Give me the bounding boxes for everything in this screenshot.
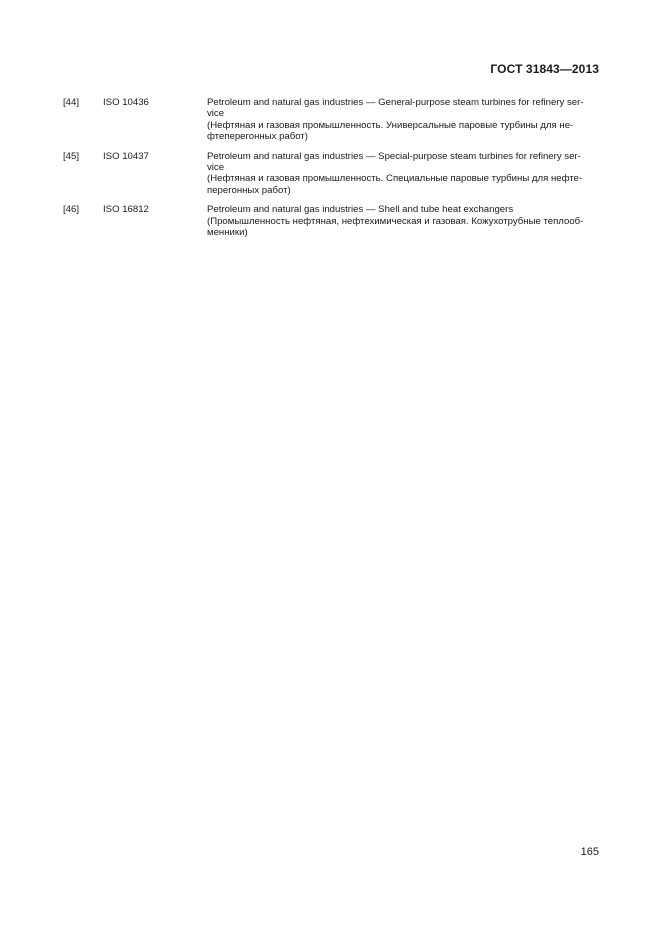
reference-item-45 bbox=[63, 151, 599, 197]
reference-number: [45] bbox=[63, 150, 80, 162]
reference-code: ISO 16812 bbox=[103, 204, 149, 216]
reference-code: ISO 10436 bbox=[103, 97, 149, 108]
reference-title-en-line-1: Petroleum and natural gas industries — Special-purpose steam turbines for refinery ser- bbox=[207, 150, 581, 162]
reference-number: [44] bbox=[63, 97, 80, 108]
reference-title-ru-line-2: перегонных работ) bbox=[207, 184, 291, 196]
reference-text bbox=[207, 97, 599, 143]
reference-title-en-line-1: Petroleum and natural gas industries — Shell and tube heat exchangers bbox=[207, 204, 514, 216]
document-header: ГОСТ 31843—2013 bbox=[490, 62, 599, 76]
reference-item-46 bbox=[63, 204, 599, 238]
reference-title-ru-line-1: (Промышленность нефтяная, нефтехимическая и газовая. Кожухотрубные теплооб- bbox=[207, 215, 584, 227]
reference-title-ru-line-1: (Нефтяная и газовая промышленность. Универсальные паровые турбины для не- bbox=[207, 119, 574, 131]
reference-title-ru-line-2: менники) bbox=[207, 227, 248, 239]
reference-title-en-line-1: Petroleum and natural gas industries — General-purpose steam turbines for refinery ser- bbox=[207, 97, 584, 108]
reference-item-44 bbox=[63, 97, 599, 143]
reference-number: [46] bbox=[63, 204, 80, 216]
reference-title-ru-line-2: фтеперегонных работ) bbox=[207, 131, 308, 143]
reference-title-en-line-2: vice bbox=[207, 162, 225, 174]
reference-code: ISO 10437 bbox=[103, 150, 149, 162]
reference-text bbox=[207, 151, 599, 197]
reference-text bbox=[207, 204, 599, 238]
reference-list bbox=[63, 97, 599, 246]
reference-title-ru-line-1: (Нефтяная и газовая промышленность. Специальные паровые турбины для нефте- bbox=[207, 173, 583, 185]
reference-title-en-line-2: vice bbox=[207, 108, 225, 120]
page-number: 165 bbox=[580, 846, 599, 858]
